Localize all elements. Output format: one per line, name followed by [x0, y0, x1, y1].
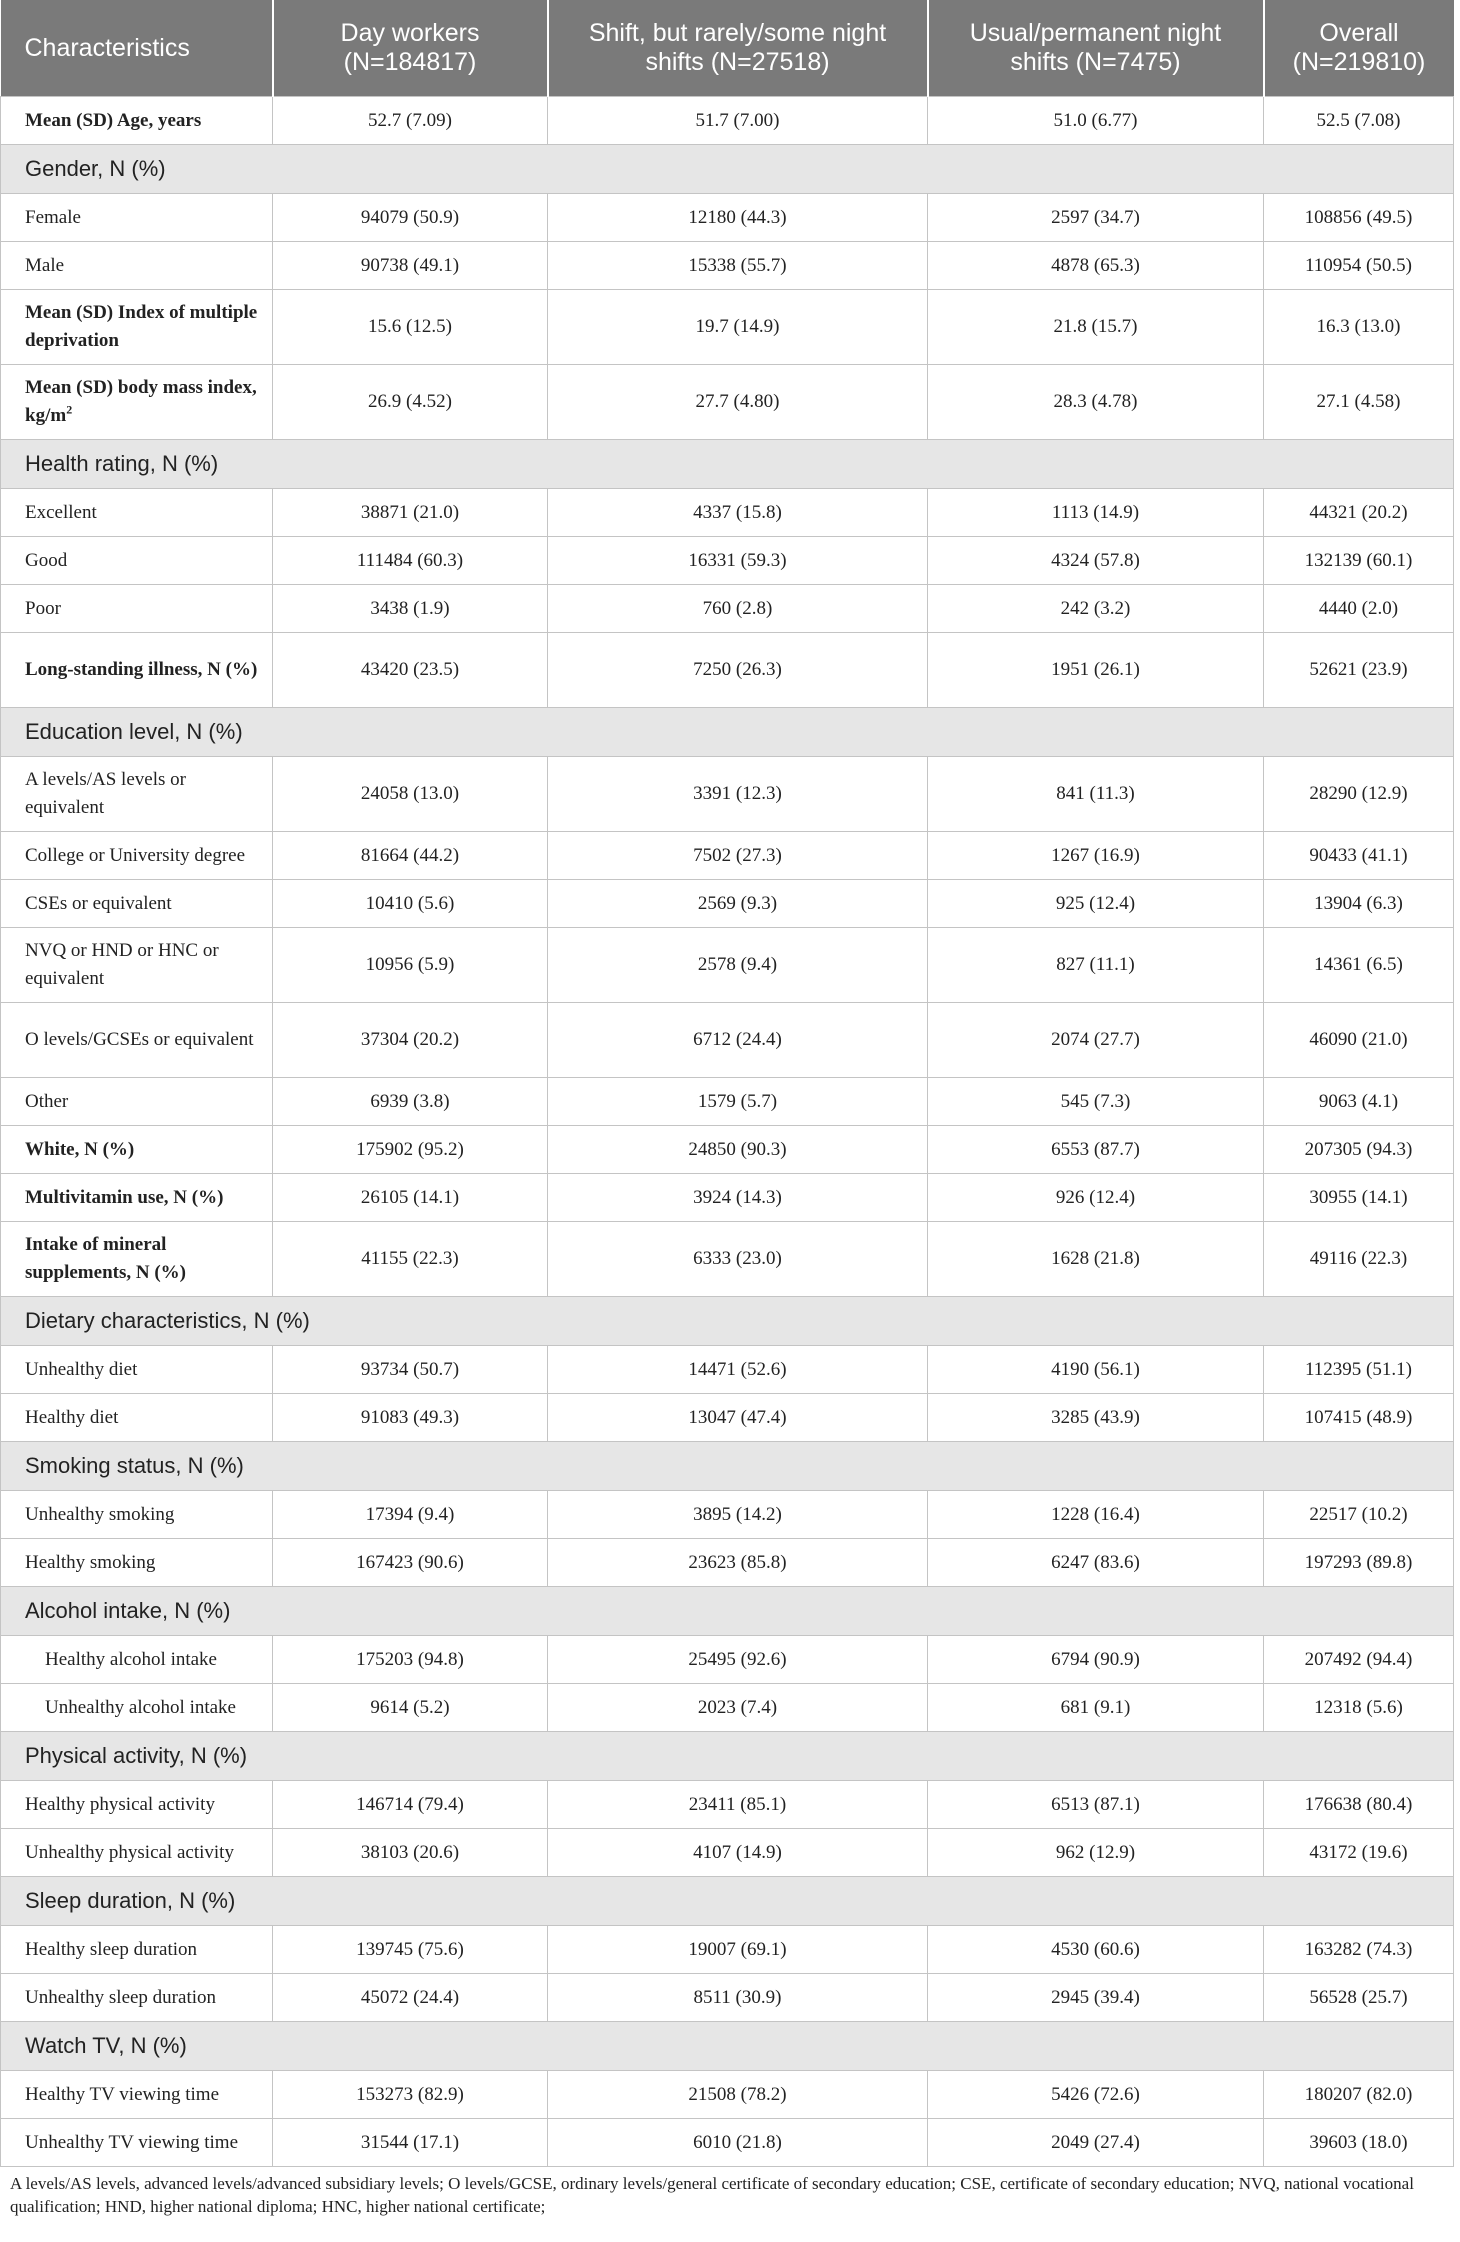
- cell-permanent-night: 6794 (90.9): [928, 1636, 1264, 1684]
- row-label: [1, 1078, 273, 1126]
- cell-overall: 180207 (82.0): [1264, 2071, 1454, 2119]
- table-row: [1, 1126, 1454, 1174]
- section-label: Dietary characteristics, N (%): [1, 1297, 1454, 1346]
- cell-shift-rare-night: 27.7 (4.80): [548, 365, 928, 440]
- cell-shift-rare-night: 23623 (85.8): [548, 1539, 928, 1587]
- cell-day-workers: 139745 (75.6): [273, 1926, 548, 1974]
- header-characteristics: Characteristics: [1, 0, 273, 97]
- cell-permanent-night: 4190 (56.1): [928, 1346, 1264, 1394]
- cell-overall: 176638 (80.4): [1264, 1781, 1454, 1829]
- cell-day-workers: 52.7 (7.09): [273, 97, 548, 145]
- row-label: [1, 1684, 273, 1732]
- row-label-text: Healthy sleep duration: [25, 1938, 198, 1960]
- cell-overall: 46090 (21.0): [1264, 1003, 1454, 1078]
- header-day-workers: Day workers (N=184817): [273, 0, 548, 97]
- cell-day-workers: 26.9 (4.52): [273, 365, 548, 440]
- row-label: [1, 1222, 273, 1297]
- row-label: [1, 1174, 273, 1222]
- row-label-text: CSEs or equivalent: [25, 892, 172, 914]
- row-label-text: Intake of mineral supplements, N (%): [25, 1234, 186, 1283]
- cell-day-workers: 93734 (50.7): [273, 1346, 548, 1394]
- cell-permanent-night: 28.3 (4.78): [928, 365, 1264, 440]
- cell-day-workers: 9614 (5.2): [273, 1684, 548, 1732]
- table-footnote: A levels/AS levels, advanced levels/advanced subsidiary levels; O levels/GCSE, ordinary levels/general certificate of secondary education; CSE, certificate of secondary education; NVQ, national vocational qualification; HND, higher national diploma; HNC, higher national certificate;: [10, 2174, 1414, 2216]
- section-label: Health rating, N (%): [1, 440, 1454, 489]
- cell-permanent-night: 1951 (26.1): [928, 633, 1264, 708]
- cell-permanent-night: 2049 (27.4): [928, 2119, 1264, 2167]
- table-row: [1, 880, 1454, 928]
- row-label-text: Mean (SD) Age, years: [25, 109, 202, 131]
- cell-day-workers: 37304 (20.2): [273, 1003, 548, 1078]
- cell-permanent-night: 4878 (65.3): [928, 242, 1264, 290]
- row-label-text: Healthy diet: [25, 1406, 119, 1428]
- cell-permanent-night: 962 (12.9): [928, 1829, 1264, 1877]
- row-label: [1, 832, 273, 880]
- cell-overall: 4440 (2.0): [1264, 585, 1454, 633]
- cell-day-workers: 175203 (94.8): [273, 1636, 548, 1684]
- cell-day-workers: 81664 (44.2): [273, 832, 548, 880]
- cell-shift-rare-night: 19.7 (14.9): [548, 290, 928, 365]
- header-overall: Overall (N=219810): [1264, 0, 1454, 97]
- cell-permanent-night: 242 (3.2): [928, 585, 1264, 633]
- cell-shift-rare-night: 24850 (90.3): [548, 1126, 928, 1174]
- cell-shift-rare-night: 6333 (23.0): [548, 1222, 928, 1297]
- cell-shift-rare-night: 6712 (24.4): [548, 1003, 928, 1078]
- section-label: Watch TV, N (%): [1, 2022, 1454, 2071]
- cell-permanent-night: 6513 (87.1): [928, 1781, 1264, 1829]
- header-permanent-night: Usual/permanent night shifts (N=7475): [928, 0, 1264, 97]
- cell-overall: 108856 (49.5): [1264, 194, 1454, 242]
- cell-shift-rare-night: 13047 (47.4): [548, 1394, 928, 1442]
- row-label: [1, 97, 273, 145]
- cell-day-workers: 90738 (49.1): [273, 242, 548, 290]
- table-row: [1, 585, 1454, 633]
- row-label: [1, 1829, 273, 1877]
- cell-day-workers: 153273 (82.9): [273, 2071, 548, 2119]
- cell-overall: 49116 (22.3): [1264, 1222, 1454, 1297]
- table-row: [1, 633, 1454, 708]
- row-label: [1, 489, 273, 537]
- row-label-text: Unhealthy physical activity: [25, 1841, 234, 1863]
- cell-shift-rare-night: 4107 (14.9): [548, 1829, 928, 1877]
- cell-overall: 207305 (94.3): [1264, 1126, 1454, 1174]
- cell-overall: 52.5 (7.08): [1264, 97, 1454, 145]
- row-label-text: Unhealthy TV viewing time: [25, 2131, 239, 2153]
- cell-day-workers: 15.6 (12.5): [273, 290, 548, 365]
- cell-day-workers: 17394 (9.4): [273, 1491, 548, 1539]
- row-label: [1, 365, 273, 440]
- cell-permanent-night: 681 (9.1): [928, 1684, 1264, 1732]
- row-label: [1, 242, 273, 290]
- table-row: [1, 1684, 1454, 1732]
- section-header-row: [1, 1297, 1454, 1346]
- cell-overall: 27.1 (4.58): [1264, 365, 1454, 440]
- cell-shift-rare-night: 8511 (30.9): [548, 1974, 928, 2022]
- table-row: [1, 757, 1454, 832]
- table-row: [1, 1636, 1454, 1684]
- cell-permanent-night: 1113 (14.9): [928, 489, 1264, 537]
- table-row: [1, 2071, 1454, 2119]
- row-label-superscript: 2: [66, 402, 73, 417]
- section-label: Physical activity, N (%): [1, 1732, 1454, 1781]
- cell-overall: 39603 (18.0): [1264, 2119, 1454, 2167]
- cell-shift-rare-night: 2023 (7.4): [548, 1684, 928, 1732]
- table-row: [1, 1491, 1454, 1539]
- cell-day-workers: 91083 (49.3): [273, 1394, 548, 1442]
- table-row: [1, 1974, 1454, 2022]
- cell-overall: 56528 (25.7): [1264, 1974, 1454, 2022]
- section-label: Alcohol intake, N (%): [1, 1587, 1454, 1636]
- section-header-row: [1, 708, 1454, 757]
- row-label-text: Unhealthy smoking: [25, 1503, 175, 1525]
- cell-day-workers: 94079 (50.9): [273, 194, 548, 242]
- table-row: [1, 1829, 1454, 1877]
- cell-overall: 110954 (50.5): [1264, 242, 1454, 290]
- table-row: [1, 1394, 1454, 1442]
- row-label: [1, 537, 273, 585]
- row-label-text: A levels/AS levels or equivalent: [25, 769, 186, 818]
- table-row: [1, 537, 1454, 585]
- cell-overall: 44321 (20.2): [1264, 489, 1454, 537]
- cell-permanent-night: 2074 (27.7): [928, 1003, 1264, 1078]
- row-label: [1, 1974, 273, 2022]
- section-label: Sleep duration, N (%): [1, 1877, 1454, 1926]
- section-header-row: [1, 440, 1454, 489]
- section-header-row: [1, 1877, 1454, 1926]
- row-label: [1, 1926, 273, 1974]
- row-label: [1, 1394, 273, 1442]
- row-label-text: Long-standing illness, N (%): [25, 659, 258, 680]
- cell-shift-rare-night: 15338 (55.7): [548, 242, 928, 290]
- cell-day-workers: 10956 (5.9): [273, 928, 548, 1003]
- row-label: [1, 633, 273, 708]
- row-label-text: Good: [25, 549, 68, 571]
- row-label-text: Other: [25, 1090, 69, 1112]
- cell-shift-rare-night: 25495 (92.6): [548, 1636, 928, 1684]
- cell-day-workers: 24058 (13.0): [273, 757, 548, 832]
- table-row: [1, 1781, 1454, 1829]
- cell-overall: 107415 (48.9): [1264, 1394, 1454, 1442]
- table-row: [1, 242, 1454, 290]
- row-label: [1, 1539, 273, 1587]
- cell-shift-rare-night: 21508 (78.2): [548, 2071, 928, 2119]
- table-row: [1, 489, 1454, 537]
- row-label-text: Male: [25, 254, 65, 276]
- cell-overall: 207492 (94.4): [1264, 1636, 1454, 1684]
- cell-permanent-night: 545 (7.3): [928, 1078, 1264, 1126]
- table-row: [1, 2119, 1454, 2167]
- cell-day-workers: 175902 (95.2): [273, 1126, 548, 1174]
- header-row: [1, 0, 1454, 97]
- table-row: [1, 1926, 1454, 1974]
- cell-shift-rare-night: 7250 (26.3): [548, 633, 928, 708]
- row-label: [1, 585, 273, 633]
- row-label: [1, 1003, 273, 1078]
- row-label-text: Healthy TV viewing time: [25, 2083, 220, 2105]
- cell-day-workers: 38871 (21.0): [273, 489, 548, 537]
- cell-day-workers: 45072 (24.4): [273, 1974, 548, 2022]
- cell-permanent-night: 925 (12.4): [928, 880, 1264, 928]
- row-label: [1, 1781, 273, 1829]
- cell-day-workers: 31544 (17.1): [273, 2119, 548, 2167]
- cell-shift-rare-night: 6010 (21.8): [548, 2119, 928, 2167]
- cell-day-workers: 167423 (90.6): [273, 1539, 548, 1587]
- section-label: Smoking status, N (%): [1, 1442, 1454, 1491]
- cell-shift-rare-night: 7502 (27.3): [548, 832, 928, 880]
- table-row: [1, 1539, 1454, 1587]
- cell-overall: 14361 (6.5): [1264, 928, 1454, 1003]
- cell-permanent-night: 1228 (16.4): [928, 1491, 1264, 1539]
- table-row: [1, 97, 1454, 145]
- cell-day-workers: 38103 (20.6): [273, 1829, 548, 1877]
- cell-overall: 22517 (10.2): [1264, 1491, 1454, 1539]
- cell-overall: 163282 (74.3): [1264, 1926, 1454, 1974]
- row-label-text: NVQ or HND or HNC or equivalent: [25, 940, 219, 989]
- row-label-text: Unhealthy sleep duration: [25, 1986, 217, 2008]
- cell-shift-rare-night: 16331 (59.3): [548, 537, 928, 585]
- cell-shift-rare-night: 3391 (12.3): [548, 757, 928, 832]
- cell-overall: 52621 (23.9): [1264, 633, 1454, 708]
- cell-permanent-night: 4530 (60.6): [928, 1926, 1264, 1974]
- section-label: Gender, N (%): [1, 145, 1454, 194]
- cell-day-workers: 41155 (22.3): [273, 1222, 548, 1297]
- cell-shift-rare-night: 14471 (52.6): [548, 1346, 928, 1394]
- table-row: [1, 1174, 1454, 1222]
- row-label: [1, 880, 273, 928]
- row-label-text: Excellent: [25, 501, 97, 523]
- table-row: [1, 365, 1454, 440]
- row-label: [1, 1636, 273, 1684]
- cell-day-workers: 111484 (60.3): [273, 537, 548, 585]
- row-label-text: Healthy smoking: [25, 1551, 156, 1573]
- row-label-text: Mean (SD) body mass index, kg/m: [25, 377, 257, 426]
- table-row: [1, 1003, 1454, 1078]
- cell-permanent-night: 926 (12.4): [928, 1174, 1264, 1222]
- table-row: [1, 1222, 1454, 1297]
- cell-day-workers: 10410 (5.6): [273, 880, 548, 928]
- cell-overall: 197293 (89.8): [1264, 1539, 1454, 1587]
- row-label: [1, 194, 273, 242]
- row-label-text: O levels/GCSEs or equivalent: [25, 1029, 254, 1050]
- section-header-row: [1, 1732, 1454, 1781]
- table-row: [1, 290, 1454, 365]
- cell-day-workers: 146714 (79.4): [273, 1781, 548, 1829]
- row-label-text: Mean (SD) Index of multiple deprivation: [25, 302, 258, 351]
- cell-permanent-night: 6247 (83.6): [928, 1539, 1264, 1587]
- row-label-text: Female: [25, 206, 81, 228]
- section-header-row: [1, 1442, 1454, 1491]
- row-label-text: Healthy physical activity: [25, 1793, 215, 1815]
- cell-day-workers: 3438 (1.9): [273, 585, 548, 633]
- table-row: [1, 928, 1454, 1003]
- cell-day-workers: 26105 (14.1): [273, 1174, 548, 1222]
- cell-day-workers: 43420 (23.5): [273, 633, 548, 708]
- row-label-text: Unhealthy alcohol intake: [45, 1696, 236, 1718]
- cell-overall: 12318 (5.6): [1264, 1684, 1454, 1732]
- row-label: [1, 928, 273, 1003]
- table-row: [1, 1346, 1454, 1394]
- cell-overall: 90433 (41.1): [1264, 832, 1454, 880]
- cell-permanent-night: 4324 (57.8): [928, 537, 1264, 585]
- cell-shift-rare-night: 1579 (5.7): [548, 1078, 928, 1126]
- section-label: Education level, N (%): [1, 708, 1454, 757]
- row-label: [1, 1346, 273, 1394]
- cell-overall: 132139 (60.1): [1264, 537, 1454, 585]
- row-label-text: Healthy alcohol intake: [45, 1648, 217, 1670]
- cell-permanent-night: 51.0 (6.77): [928, 97, 1264, 145]
- row-label-text: Poor: [25, 597, 61, 619]
- row-label: [1, 2071, 273, 2119]
- cell-overall: 28290 (12.9): [1264, 757, 1454, 832]
- row-label-text: White, N (%): [25, 1138, 135, 1160]
- cell-shift-rare-night: 2578 (9.4): [548, 928, 928, 1003]
- cell-overall: 112395 (51.1): [1264, 1346, 1454, 1394]
- cell-shift-rare-night: 23411 (85.1): [548, 1781, 928, 1829]
- section-header-row: [1, 1587, 1454, 1636]
- row-label: [1, 1126, 273, 1174]
- table-body: [1, 97, 1454, 2167]
- cell-permanent-night: 2597 (34.7): [928, 194, 1264, 242]
- cell-overall: 43172 (19.6): [1264, 1829, 1454, 1877]
- cell-permanent-night: 827 (11.1): [928, 928, 1264, 1003]
- cell-permanent-night: 841 (11.3): [928, 757, 1264, 832]
- cell-permanent-night: 1267 (16.9): [928, 832, 1264, 880]
- cell-overall: 30955 (14.1): [1264, 1174, 1454, 1222]
- table-row: [1, 194, 1454, 242]
- cell-shift-rare-night: 4337 (15.8): [548, 489, 928, 537]
- cell-shift-rare-night: 12180 (44.3): [548, 194, 928, 242]
- row-label-text: Unhealthy diet: [25, 1358, 138, 1380]
- cell-shift-rare-night: 3924 (14.3): [548, 1174, 928, 1222]
- cell-shift-rare-night: 3895 (14.2): [548, 1491, 928, 1539]
- header-shift-rare-night: Shift, but rarely/some night shifts (N=27518): [548, 0, 928, 97]
- row-label: [1, 1491, 273, 1539]
- cell-permanent-night: 3285 (43.9): [928, 1394, 1264, 1442]
- section-header-row: [1, 2022, 1454, 2071]
- cell-permanent-night: 2945 (39.4): [928, 1974, 1264, 2022]
- section-header-row: [1, 145, 1454, 194]
- cell-day-workers: 6939 (3.8): [273, 1078, 548, 1126]
- cell-permanent-night: 6553 (87.7): [928, 1126, 1264, 1174]
- cell-shift-rare-night: 19007 (69.1): [548, 1926, 928, 1974]
- row-label-text: College or University degree: [25, 844, 246, 866]
- cell-overall: 9063 (4.1): [1264, 1078, 1454, 1126]
- table-row: [1, 832, 1454, 880]
- cell-shift-rare-night: 51.7 (7.00): [548, 97, 928, 145]
- row-label: [1, 290, 273, 365]
- cell-permanent-night: 5426 (72.6): [928, 2071, 1264, 2119]
- cell-shift-rare-night: 2569 (9.3): [548, 880, 928, 928]
- table-row: [1, 1078, 1454, 1126]
- cell-overall: 13904 (6.3): [1264, 880, 1454, 928]
- table-header: [1, 0, 1454, 97]
- cell-shift-rare-night: 760 (2.8): [548, 585, 928, 633]
- cell-overall: 16.3 (13.0): [1264, 290, 1454, 365]
- row-label: [1, 757, 273, 832]
- cell-permanent-night: 21.8 (15.7): [928, 290, 1264, 365]
- row-label: [1, 2119, 273, 2167]
- cell-permanent-night: 1628 (21.8): [928, 1222, 1264, 1297]
- row-label-text: Multivitamin use, N (%): [25, 1186, 224, 1208]
